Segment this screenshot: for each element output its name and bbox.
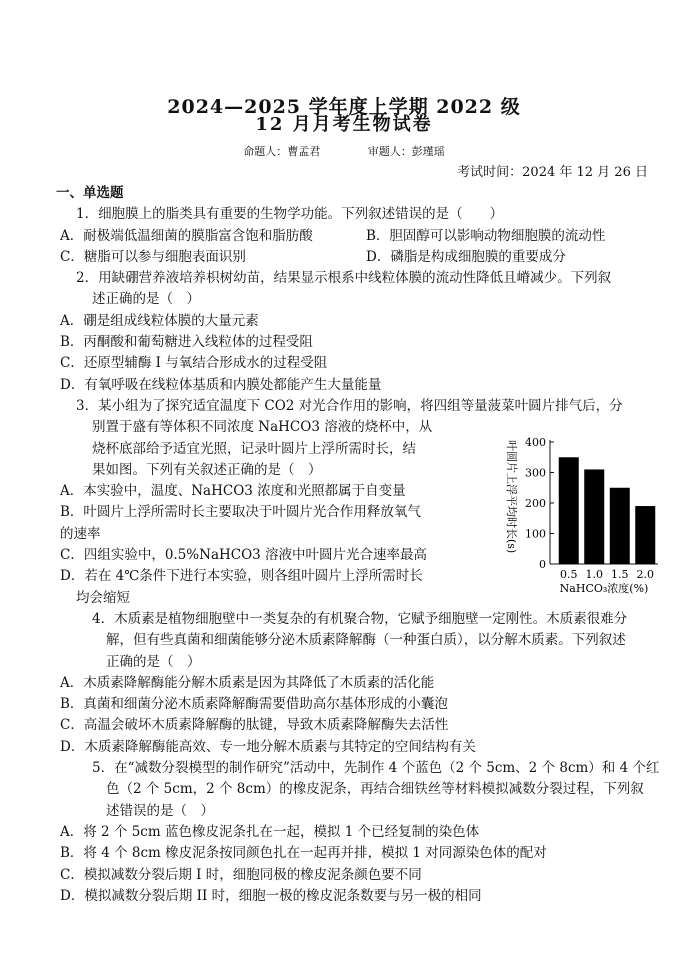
option-b-cont: 的速率 [60,525,101,542]
reviewer: 审题人：彭瑾瑶 [367,145,445,158]
bar [584,469,604,564]
question-5 [60,758,660,907]
question-2 [60,268,660,396]
y-tick-label: 400 [525,435,546,449]
question-1 [60,204,660,268]
option-c: C．还原型辅酶 I 与氧结合形成水的过程受阻 [60,355,328,372]
exam-title-line1: 2024—2025 学年度上学期 2022 级 [167,96,521,118]
author: 命题人：曹孟君 [243,145,321,158]
bar [635,506,655,564]
option-d-cont: 均会缩短 [76,589,130,606]
option-d: D．有氧呼吸在线粒体基质和内膜处都能产生大量能量 [60,376,382,393]
option-a: A．耐极端低温细菌的膜脂富含饱和脂肪酸 [60,227,313,244]
question-stem-cont: 别置于盛有等体积不同浓度 NaHCO3 溶液的烧杯中，从 [92,419,433,436]
question-3 [60,396,660,609]
question-stem: 1．细胞膜上的脂类具有重要的生物学功能。下列叙述错误的是（ ） [76,206,504,223]
bar [610,488,630,564]
y-tick-label: 300 [525,466,546,480]
option-a: A．硼是组成线粒体膜的大量元素 [60,312,259,329]
exam-title-line2: 12 月月考生物试卷 [255,114,433,135]
questions [56,183,660,907]
option-c: C．四组实验中，0.5%NaHCO3 溶液中叶圆片光合速率最高 [60,547,428,564]
option-a: A．将 2 个 5cm 蓝色橡皮泥条扎在一起，模拟 1 个已经复制的染色体 [60,823,480,840]
option-d: D．木质素降解酶能高效、专一地分解木质素与其特定的空间结构有关 [60,738,476,755]
question-stem: 3．某小组为了探究适宜温度下 CO2 对光合作用的影响，将四组等量菠菜叶圆片排气后，分 [76,397,623,414]
y-tick-label: 0 [539,557,546,571]
option-b: B．胆固醇可以影响动物细胞膜的流动性 [366,227,606,244]
question-stem: 5．在“减数分裂模型的制作研究”活动中，先制作 4 个蓝色（2 个 5cm、2 个 8cm）和 4 个红 [92,760,660,777]
question-stem-cont: 解，但有些真菌和细菌能够分泌木质素降解酶（一种蛋白质），以分解木质素。下列叙述 [106,632,626,649]
x-tick-label: 1.0 [585,567,603,581]
x-tick-label: 1.5 [611,567,629,581]
option-row [60,226,660,247]
option-a: A．本实验中，温度、NaHCO3 浓度和光照都属于自变量 [60,483,406,500]
y-axis-label: 叶圆片上浮平均时长(s) [505,439,518,554]
option-a: A．木质素降解酶能分解木质素是因为其降低了木质素的活化能 [60,674,435,691]
option-c: C．高温会破坏木质素降解酶的肽键，导致木质素降解酶失去活性 [60,717,449,734]
chart-svg [505,432,660,602]
bar-chart [505,432,654,608]
question-stem-cont: 述正确的是（ ） [92,291,200,308]
x-tick-label: 2.0 [636,567,654,581]
option-c: C．糖脂可以参与细胞表面识别 [60,248,246,265]
x-axis-label: NaHCO₃浓度(%) [559,581,649,595]
question-stem-cont: 述错误的是（ ） [106,802,214,819]
question-stem: 2．用缺硼营养液培养枳树幼苗，结果显示根系中线粒体膜的流动性降低且嵴减少。下列叙 [76,270,612,287]
authors-line [0,143,688,159]
exam-time: 考试时间：2024 年 12 月 26 日 [457,165,648,180]
question-stem: 4．木质素是植物细胞壁中一类复杂的有机聚合物，它赋予细胞壁一定刚性。木质素很难分 [92,610,628,627]
y-tick-label: 200 [525,496,546,510]
section-heading: 一、单选题 [56,185,124,201]
option-b: B．丙酮酸和葡萄糖进入线粒体的过程受阻 [60,334,313,351]
y-tick-label: 100 [525,527,546,541]
question-stem-cont: 色（2 个 5cm，2 个 8cm）的橡皮泥条，再结合细铁丝等材料模拟减数分裂过程，下列叙 [106,781,644,798]
question-4 [60,609,660,758]
question-stem-cont: 果如图。下列有关叙述正确的是（ ） [92,461,322,478]
option-b: B．将 4 个 8cm 橡皮泥条按同颜色扎在一起再并排，模拟 1 对同源染色体的配对 [60,845,547,862]
option-d: D．模拟减数分裂后期 II 时，细胞一极的橡皮泥条数要与另一极的相同 [60,887,482,904]
option-b: B．叶圆片上浮所需时长主要取决于叶圆片光合作用释放氧气 [60,504,421,521]
bar [559,457,579,564]
option-b: B．真菌和细菌分泌木质素降解酶需要借助高尔基体形成的小囊泡 [60,696,448,713]
x-tick-label: 0.5 [560,567,578,581]
question-stem-cont: 正确的是（ ） [106,653,201,670]
option-d: D．磷脂是构成细胞膜的重要成分 [366,248,566,265]
option-c: C．模拟减数分裂后期 I 时，细胞同极的橡皮泥条颜色要不同 [60,866,422,883]
option-d: D．若在 4℃条件下进行本实验，则各组叶圆片上浮所需时长 [60,568,423,585]
option-row [60,247,660,268]
question-stem-cont: 烧杯底部给予适宜光照，记录叶圆片上浮所需时长，结 [92,440,416,457]
